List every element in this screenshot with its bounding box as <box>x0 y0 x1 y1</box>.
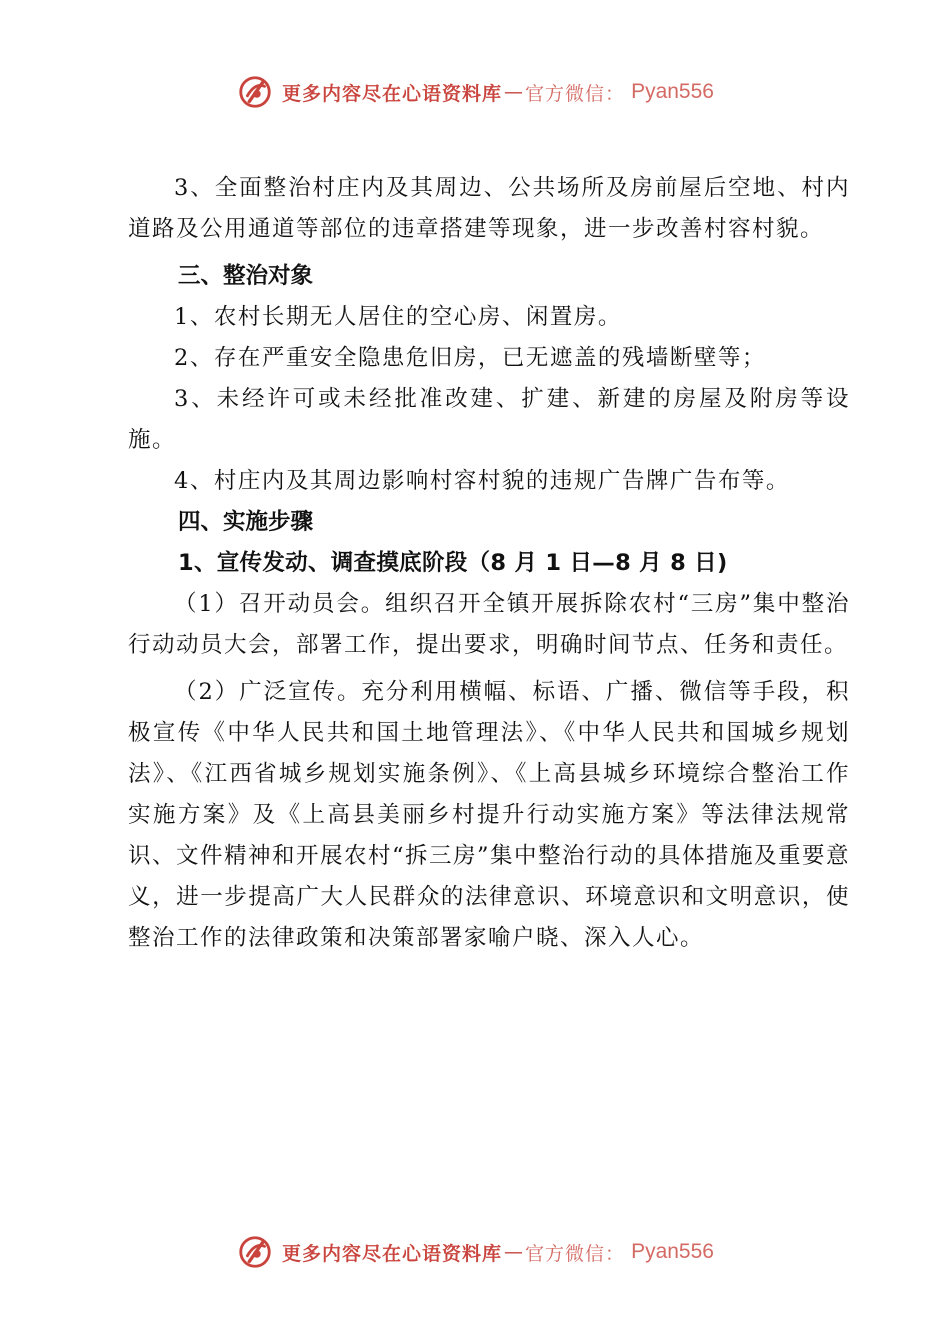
watermark-wechat-label: 官方微信： <box>525 82 626 105</box>
watermark-wechat-id: Pyan556 <box>631 80 714 103</box>
library-logo-icon <box>236 1233 274 1271</box>
paragraph-item-3: 3、全面整治村庄内及其周边、公共场所及房前屋后空地、村内道路及公用通道等部位的违章搭建等现象，进一步改善村容村貌。 <box>128 175 850 242</box>
subsection-heading-4-1: 1、宣传发动、调查摸底阶段（8 月 1 日—8 月 8 日) <box>178 550 728 576</box>
watermark-text: 更多内容尽在心语资料库 <box>282 82 503 105</box>
watermark-dash: — <box>504 81 524 103</box>
step-item-2: （2）广泛宣传。充分利用横幅、标语、广播、微信等手段，积极宣传《中华人民共和国土地管理法》、《中华人民共和国城乡规划法》、《江西省城乡规划实施条例》、《上高县城乡环境综合整治工作实施方案》及《上高县美丽乡村提升行动实施方案》等法律法规常识、文件精神和开展农村“拆三房”集中整治行动的具体措施及重要意义，进一步提高广大人民群众的法律意识、环境意识和文明意识，使整治工作的法律政策和决策部署家喻户晓、深入人心。 <box>128 679 851 951</box>
target-item-4: 4、村庄内及其周边影响村容村貌的违规广告牌广告布等。 <box>174 468 790 494</box>
target-item-3: 3、未经许可或未经批准改建、扩建、新建的房屋及附房等设施。 <box>128 386 850 453</box>
section-heading-4: 四、实施步骤 <box>178 509 314 535</box>
section-heading-3: 三、整治对象 <box>178 263 314 289</box>
document-body <box>128 168 850 959</box>
library-logo-icon <box>236 73 274 111</box>
watermark-wechat-id: Pyan556 <box>631 1240 714 1263</box>
target-item-2: 2、存在严重安全隐患危旧房，已无遮盖的残墙断壁等； <box>174 345 766 371</box>
target-item-1: 1、农村长期无人居住的空心房、闲置房。 <box>174 304 622 330</box>
step-item-1: （1）召开动员会。组织召开全镇开展拆除农村“三房”集中整治行动动员大会，部署工作，提出要求，明确时间节点、任务和责任。 <box>128 591 850 658</box>
watermark-header <box>0 70 950 114</box>
watermark-text: 更多内容尽在心语资料库 <box>282 1242 503 1265</box>
watermark-wechat-label: 官方微信： <box>525 1242 626 1265</box>
watermark-footer <box>0 1230 950 1274</box>
watermark-dash: — <box>504 1241 524 1263</box>
